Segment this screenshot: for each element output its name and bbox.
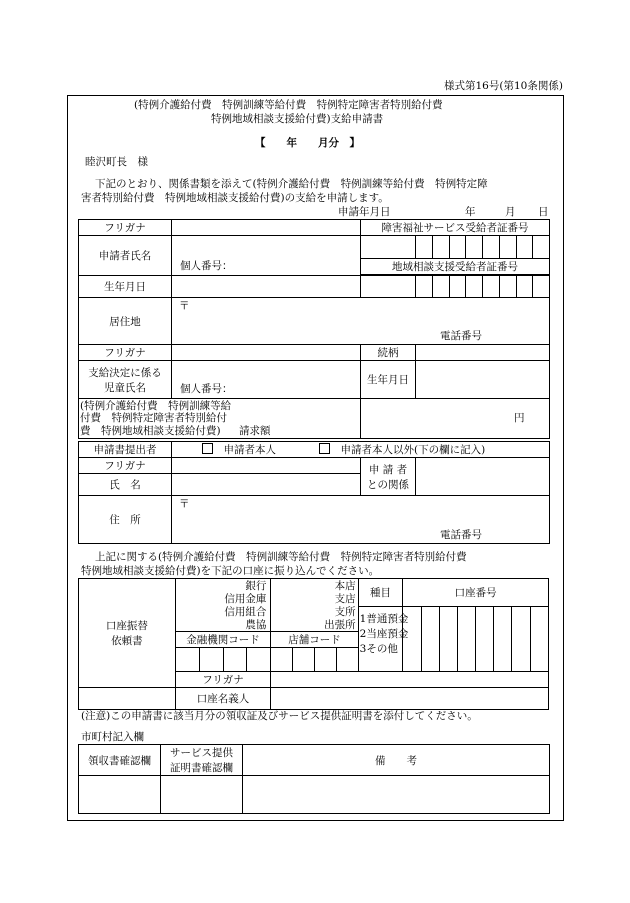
form-title-line2: 特例地域相談支援給付費)支給申請書 [211, 113, 384, 125]
holder-furigana-label: フリガナ [175, 672, 271, 688]
account-digit-6[interactable] [494, 607, 512, 672]
regional-cert-label: 地域相談支援受給者証番号 [361, 259, 550, 275]
claim-amount-input[interactable] [361, 399, 550, 439]
regional-cert-box-8[interactable] [516, 276, 533, 298]
remarks-input[interactable] [243, 776, 550, 814]
bank-code-label: 金融機関コード [175, 632, 271, 648]
child-name-label: 支給決定に係る 児童氏名 [79, 361, 172, 399]
bank-table [78, 578, 549, 710]
residence-postal-mark: 〒 [179, 300, 190, 312]
applicant-name-label: 申請者氏名 [79, 236, 172, 276]
welfare-cert-label: 障害福祉サービス受給者証番号 [361, 220, 550, 236]
submitter-name-input[interactable] [172, 474, 361, 496]
welfare-cert-box-4[interactable] [449, 236, 466, 259]
child-furigana-label: フリガナ [79, 345, 172, 361]
child-personal-number-label: 個人番号： [180, 383, 233, 395]
period-field[interactable]: 【 年 月分 】 [255, 137, 360, 149]
welfare-cert-box-6[interactable] [483, 236, 500, 259]
bank-name-input[interactable]: 銀行 信用金庫 信用組合 農協 [175, 579, 271, 632]
branch-code-label: 店舗コード [271, 632, 358, 648]
submitter-phone-label: 電話番号 [440, 529, 482, 541]
deposit-type-label: 種目 [358, 579, 403, 607]
regional-cert-box-1[interactable] [361, 276, 416, 298]
child-furigana-input[interactable] [172, 345, 361, 361]
account-digit-8[interactable] [530, 607, 548, 672]
checkbox-other[interactable] [319, 443, 330, 454]
submitter-relation-label: 申 請 者 との関係 [361, 458, 416, 496]
intro-line2: 害者特別給付費 特例地域相談支援給付費)の支給を申請します。 [81, 192, 389, 204]
submitter-name-label: 氏 名 [79, 474, 172, 496]
branch-name-input[interactable]: 本店 支店 支所 出張所 [271, 579, 358, 632]
yen-unit: 円 [514, 412, 525, 424]
form-number: 様式第16号(第10条関係) [444, 80, 563, 92]
personal-number-label: 個人番号： [180, 260, 233, 272]
welfare-cert-box-9[interactable] [533, 236, 550, 259]
bank-code-box-1[interactable] [175, 648, 199, 672]
regional-cert-box-9[interactable] [533, 276, 550, 298]
welfare-cert-box-7[interactable] [499, 236, 516, 259]
child-birthdate-label: 生年月日 [361, 361, 416, 399]
claim-amount-label: (特例介護給付費 特例訓練等給 付費 特例特定障害者特別給付 費 特例地域相談支援給付費) 請求額 [79, 399, 361, 439]
child-name-input[interactable] [172, 361, 361, 399]
residence-label: 居住地 [79, 298, 172, 345]
option-self[interactable]: 申請者本人 [202, 443, 276, 456]
regional-cert-box-6[interactable] [483, 276, 500, 298]
submitter-furigana-label: フリガナ [79, 458, 172, 474]
municipal-section-title: 市町村記入欄 [81, 731, 144, 743]
holder-furigana-input[interactable] [271, 672, 549, 688]
option-other[interactable]: 申請者本人以外(下の欄に記入) [319, 443, 485, 456]
submitter-postal-mark: 〒 [179, 498, 190, 510]
date-year[interactable]: 年 [465, 206, 476, 218]
remarks-label: 備 考 [243, 745, 550, 776]
account-digit-7[interactable] [512, 607, 530, 672]
application-date-label: 申請年月日 [338, 206, 391, 218]
regional-cert-box-5[interactable] [466, 276, 483, 298]
submitter-relation-input[interactable] [416, 458, 550, 496]
transfer-request-label: 口座振替 依頼書 [79, 579, 176, 688]
furigana-label: フリガナ [79, 220, 172, 236]
branch-code-box-2[interactable] [293, 648, 315, 672]
account-holder-label: 口座名義人 [175, 688, 271, 710]
account-digit-5[interactable] [476, 607, 494, 672]
deposit-type-options[interactable]: 1普通預金 2当座預金 3その他 [358, 607, 403, 672]
welfare-cert-box-1[interactable] [361, 236, 416, 259]
relation-label: 続柄 [361, 345, 416, 361]
submitter-address-label: 住 所 [79, 496, 172, 544]
account-number-label: 口座番号 [403, 579, 549, 607]
transfer-text-line1: 上記に関する(特例介護給付費 特例訓練等給付費 特例特定障害者特別給付費 [95, 551, 467, 563]
account-holder-input[interactable] [271, 688, 549, 710]
account-digit-3[interactable] [439, 607, 457, 672]
service-cert-check-input[interactable] [161, 776, 243, 814]
branch-code-box-4[interactable] [336, 648, 358, 672]
bank-code-box-2[interactable] [199, 648, 223, 672]
regional-cert-box-4[interactable] [449, 276, 466, 298]
furigana-input[interactable] [172, 220, 361, 236]
applicant-table [78, 219, 550, 439]
branch-code-box-3[interactable] [314, 648, 336, 672]
date-month[interactable]: 月 [505, 206, 516, 218]
submitter-label: 申請書提出者 [79, 442, 172, 458]
branch-code-box-1[interactable] [271, 648, 293, 672]
welfare-cert-box-5[interactable] [466, 236, 483, 259]
submitter-table [78, 441, 550, 544]
municipal-table [78, 744, 550, 814]
bank-code-box-4[interactable] [247, 648, 271, 672]
account-digit-1[interactable] [403, 607, 421, 672]
checkbox-self[interactable] [202, 443, 213, 454]
service-cert-check-label: サービス提供 証明書確認欄 [161, 745, 243, 776]
receipt-check-input[interactable] [79, 776, 161, 814]
regional-cert-box-3[interactable] [432, 276, 449, 298]
welfare-cert-box-2[interactable] [416, 236, 433, 259]
submitter-furigana-input[interactable] [172, 458, 361, 474]
account-digit-2[interactable] [421, 607, 439, 672]
regional-cert-box-2[interactable] [416, 276, 433, 298]
residence-phone-label: 電話番号 [440, 330, 482, 342]
welfare-cert-box-8[interactable] [516, 236, 533, 259]
bank-code-box-3[interactable] [223, 648, 247, 672]
residence-input[interactable] [172, 298, 550, 345]
form-title-line1: (特例介護給付費 特例訓練等給付費 特例特定障害者特別給付費 [134, 99, 443, 111]
receipt-check-label: 領収書確認欄 [79, 745, 161, 776]
regional-cert-box-7[interactable] [499, 276, 516, 298]
date-day[interactable]: 日 [538, 206, 549, 218]
addressee: 睦沢町長 様 [85, 156, 148, 168]
applicant-name-input[interactable] [172, 236, 361, 276]
intro-line1: 下記のとおり、関係書類を添えて(特例介護給付費 特例訓練等給付費 特例特定障 [95, 178, 488, 190]
submitter-address-input[interactable] [172, 496, 550, 544]
child-birthdate-input[interactable] [416, 361, 550, 399]
birthdate-label: 生年月日 [79, 276, 172, 298]
welfare-cert-box-3[interactable] [432, 236, 449, 259]
submitter-options [172, 442, 550, 458]
account-digit-4[interactable] [457, 607, 475, 672]
attachment-note: (注意)この申請書に該当月分の領収証及びサービス提供証明書を添付してください。 [81, 710, 478, 722]
transfer-text-line2: 特例地域相談支援給付費)を下記の口座に振り込んでください。 [81, 565, 380, 577]
relation-input[interactable] [416, 345, 550, 361]
birthdate-input[interactable] [172, 276, 361, 298]
